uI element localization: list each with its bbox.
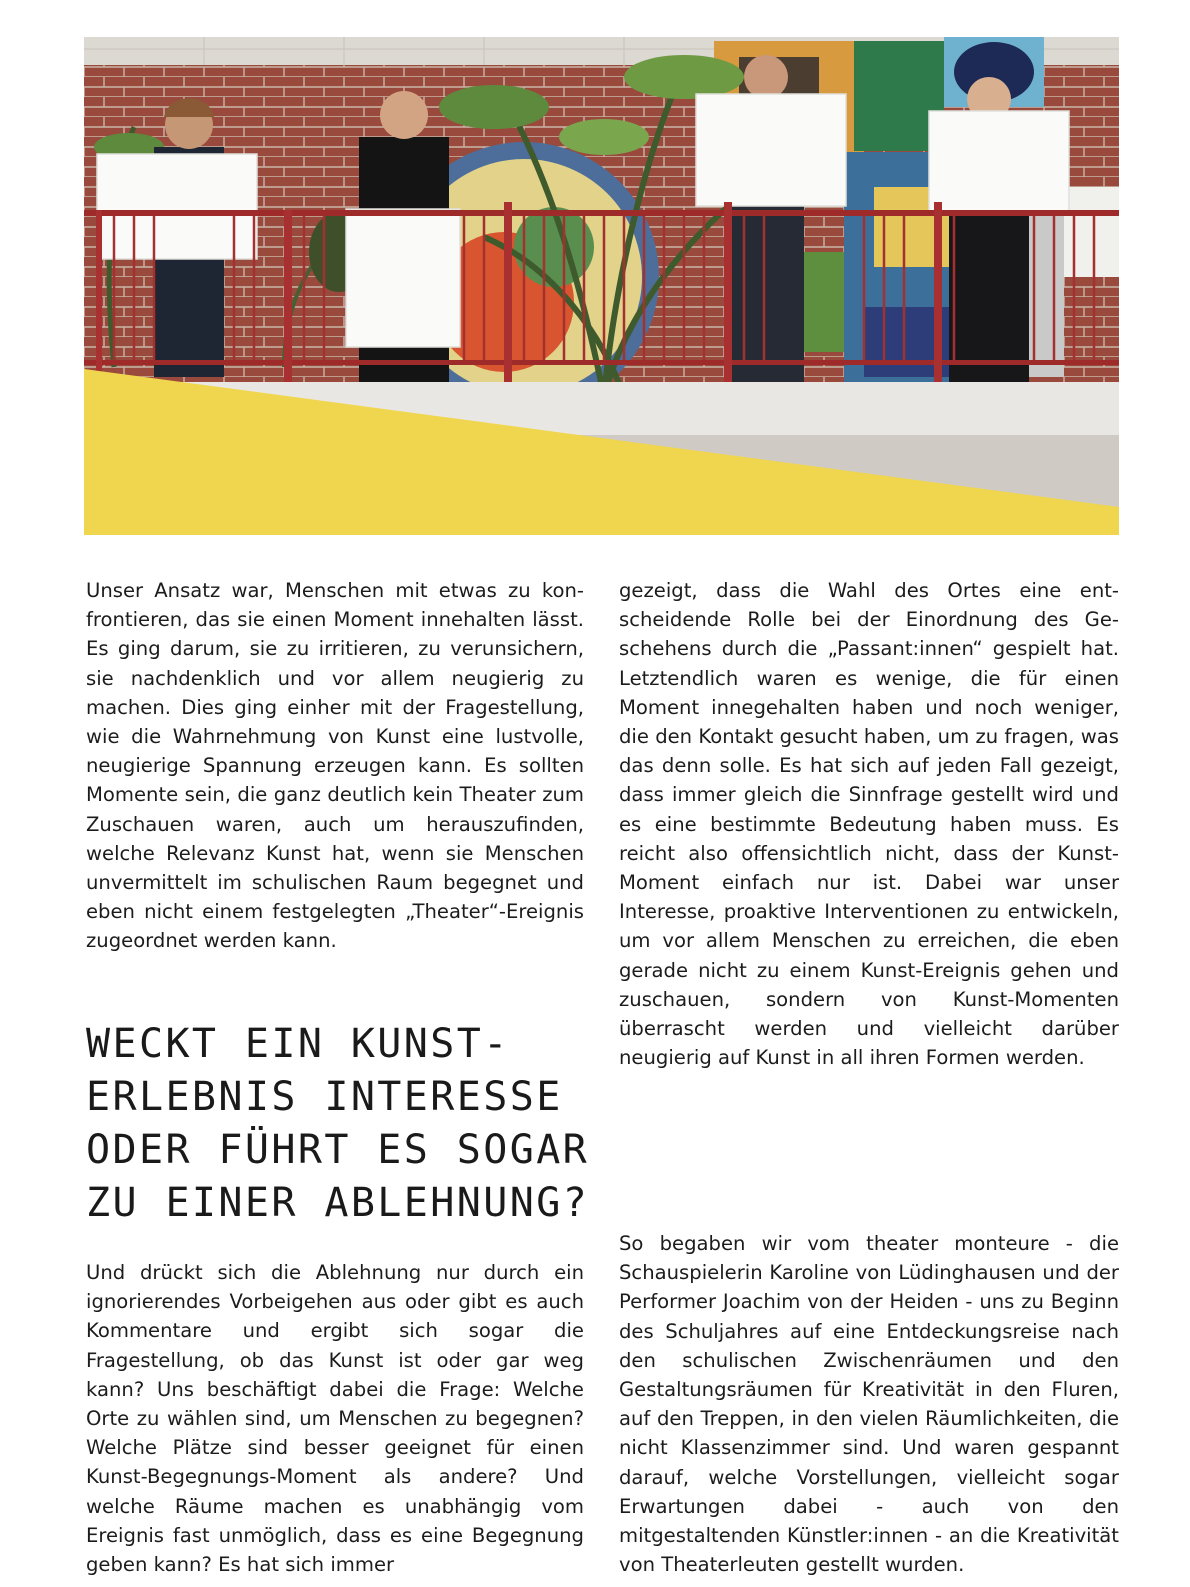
article-column-right-top <box>619 576 1119 1072</box>
paragraph: So begaben wir vom theater monteure - die Schauspielerin Karoline von Lüdinghausen und der Performer Joachim von der Heiden - uns zu Beginn des Schuljahres auf eine Entdeckungsreise nach den schulischen Zwischenräumen und den Gestaltungsräumen für Kreativität in den Fluren, auf den Treppen, in den vielen Räumlichkeiten, die nicht Klassenzimmer sind. Und waren gespannt darauf, welche Vorstellungen, vielleicht sogar Erwartungen dabei - auch von den mitgestaltenden Künstler:innen - an die Kreativität von Theaterleuten gestellt wurden. <box>619 1232 1119 1577</box>
paragraph: gezeigt, dass die Wahl des Ortes eine entscheidende Rolle bei der Einordnung des Geschehens durch die „Passant:innen“ gespielt hat. Letztendlich waren es wenige, die für einen Moment innegehalten haben und noch weniger, die den Kontakt gesucht haben, um zu fragen, was das denn solle. Es hat sich auf jeden Fall gezeigt, dass immer gleich die Sinnfrage gestellt wird und es eine bestimmte Bedeutung haben muss. Es reicht also offensichtlich nicht, dass der Kunst-Moment einfach nur ist. Dabei war unser Interesse, proaktive Interventionen zu entwickeln, um vor allem Menschen zu erreichen, die eben gerade nicht zu einem Kunst-Ereignis gehen und zuschauen, sondern von Kunst-Momenten überrascht werden und vielleicht darüber neugierig auf Kunst in all ihren Formen werden. <box>619 579 1119 1070</box>
section-heading: WECKT EIN KUNST-ERLEBNIS INTERESSE ODER FÜHRT ES SOGAR ZU EINER ABLEHNUNG? <box>86 1021 590 1226</box>
article-column-right-bottom <box>619 1229 1119 1579</box>
balcony-photo-illustration <box>84 37 1119 535</box>
article-column-left-top <box>86 576 584 956</box>
paragraph: Und drückt sich die Ablehnung nur durch ein ignorierendes Vorbeigehen aus oder gibt es auch Kommentare und ergibt sich sogar die Fragestellung, ob das Kunst ist oder gar weg kann? Uns beschäftigt dabei die Frage: Welche Orte zu wählen sind, um Menschen zu begegnen? Welche Plätze sind besser geeignet für einen Kunst-Begegnungs-Moment als andere? Und welche Räume machen es unabhängig vom Ereignis fast unmöglich, dass es eine Begegnung geben kann? Es hat sich immer <box>86 1261 584 1577</box>
paragraph: Unser Ansatz war, Menschen mit etwas zu konfrontieren, das sie einen Moment innehalten lässt. Es ging darum, sie zu irritieren, zu verunsichern, sie nachdenklich und vor allem neugierig zu machen. Dies ging einher mit der Fragestellung, wie die Wahrnehmung von Kunst eine lustvolle, neugierige Spannung erzeugen kann. Es sollten Momente sein, die ganz deutlich kein Theater zum Zuschauen waren, auch um herauszufinden, welche Relevanz Kunst hat, wenn sie Menschen unvermittelt im schulischen Raum begegnet und eben nicht einem festgelegten „Theater“-Ereignis zugeordnet werden kann. <box>86 579 584 953</box>
article-column-left-bottom <box>86 1258 584 1579</box>
header-photo <box>84 37 1119 535</box>
